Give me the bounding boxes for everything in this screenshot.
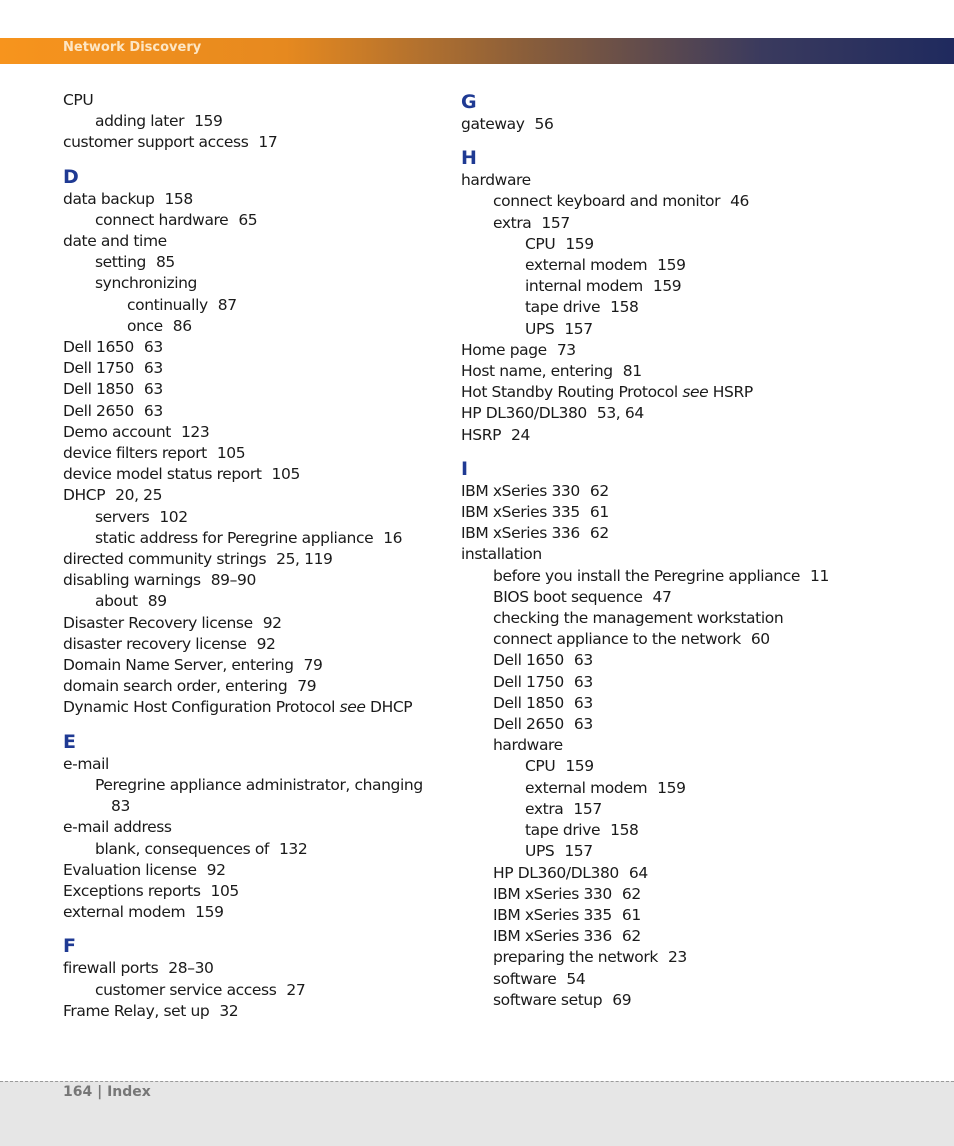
index-entry: preparing the network 23 (493, 948, 687, 967)
index-entry: Disaster Recovery license 92 (63, 613, 282, 632)
running-header: Network Discovery (63, 40, 202, 55)
index-entry: Home page 73 (461, 340, 576, 359)
index-entry: IBM xSeries 335 61 (493, 905, 641, 924)
index-entry: synchronizing (95, 274, 197, 293)
index-entry: CPU 159 (525, 234, 594, 253)
index-entry: CPU (63, 91, 94, 109)
index-entry: DHCP 20, 25 (63, 486, 163, 505)
index-entry: blank, consequences of 132 (95, 839, 308, 858)
index-entry: directed community strings 25, 119 (63, 550, 333, 569)
index-entry: extra 157 (525, 799, 602, 818)
index-entry: Exceptions reports 105 (63, 881, 239, 900)
index-entry: customer service access 27 (95, 980, 306, 999)
index-entry: once 86 (127, 316, 192, 335)
index-entry: CPU 159 (525, 757, 594, 776)
index-entry: Peregrine appliance administrator, changing 83 (95, 775, 423, 816)
index-entry: tape drive 158 (525, 298, 639, 317)
index-entry: customer support access 17 (63, 133, 278, 152)
index-entry: setting 85 (95, 253, 175, 272)
index-entry: Evaluation license 92 (63, 860, 226, 879)
section-letter-f: F (63, 935, 76, 958)
index-entry: disaster recovery license 92 (63, 634, 276, 653)
index-entry: firewall ports 28–30 (63, 959, 214, 978)
page-number-label: 164 | Index (63, 1084, 151, 1100)
index-entry: software 54 (493, 969, 586, 988)
index-entry: about 89 (95, 592, 167, 611)
index-entry: device model status report 105 (63, 465, 300, 484)
index-entry: IBM xSeries 336 62 (461, 524, 609, 543)
index-entry: continually 87 (127, 295, 237, 314)
index-entry: UPS 157 (525, 842, 593, 861)
index-entry: Hot Standby Routing Protocol see HSRP (461, 383, 753, 402)
index-entry: gateway 56 (461, 115, 554, 133)
index-entry: connect keyboard and monitor 46 (493, 192, 750, 211)
index-entry: Host name, entering 81 (461, 362, 642, 381)
index-entry: date and time (63, 232, 167, 251)
index-entry: external modem 159 (525, 778, 686, 797)
index-entry: BIOS boot sequence 47 (493, 587, 672, 606)
index-entry: Demo account 123 (63, 422, 210, 441)
section-letter-d: D (63, 165, 79, 188)
section-letter-h: H (461, 147, 477, 170)
section-letter-i: I (461, 457, 469, 480)
index-entry: HSRP 24 (461, 425, 530, 444)
index-entry: e-mail (63, 754, 109, 773)
index-entry: hardware (461, 171, 531, 190)
index-entry: Dell 1850 63 (493, 693, 593, 712)
index-entry: Dell 1650 63 (493, 651, 593, 670)
index-entry: HP DL360/DL380 53, 64 (461, 404, 644, 423)
index-entry: IBM xSeries 330 62 (493, 884, 641, 903)
index-entry: Dell 1750 63 (63, 359, 163, 378)
index-entry: external modem 159 (63, 903, 224, 922)
index-entry: UPS 157 (525, 319, 593, 338)
index-entry: disabling warnings 89–90 (63, 571, 256, 590)
index-entry: internal modem 159 (525, 277, 682, 296)
index-entry: installation (461, 545, 542, 564)
index-entry: Dell 1650 63 (63, 338, 163, 357)
index-entry: IBM xSeries 335 61 (461, 503, 609, 522)
index-entry: Dell 2650 63 (493, 715, 593, 734)
index-entry: IBM xSeries 330 62 (461, 481, 609, 500)
index-entry: connect hardware 65 (95, 210, 258, 229)
section-letter-e: E (63, 730, 76, 753)
index-entry: servers 102 (95, 507, 188, 526)
index-entry: hardware (493, 736, 563, 755)
index-entry: HP DL360/DL380 64 (493, 863, 648, 882)
index-entry: Dell 1750 63 (493, 672, 593, 691)
index-entry: before you install the Peregrine appliance 11 (493, 566, 829, 585)
index-entry: Frame Relay, set up 32 (63, 1001, 239, 1020)
index-column-right (461, 90, 931, 1011)
section-letter-g: G (461, 91, 477, 113)
index-entry: IBM xSeries 336 62 (493, 927, 641, 946)
index-entry: Dynamic Host Configuration Protocol see DHCP (63, 698, 413, 717)
index-entry: adding later 159 (95, 112, 223, 131)
index-entry: software setup 69 (493, 990, 632, 1009)
index-entry: connect appliance to the network 60 (493, 630, 770, 649)
index-entry: checking the management workstation (493, 609, 784, 628)
index-entry: tape drive 158 (525, 821, 639, 840)
index-entry: domain search order, entering 79 (63, 677, 317, 696)
index-entry: static address for Peregrine appliance 16 (95, 528, 403, 547)
index-entry: extra 157 (493, 213, 570, 232)
index-entry: Dell 1850 63 (63, 380, 163, 399)
index-entry: device filters report 105 (63, 444, 246, 463)
index-entry: Domain Name Server, entering 79 (63, 656, 323, 675)
index-entry: data backup 158 (63, 189, 193, 208)
index-entry: external modem 159 (525, 256, 686, 275)
index-column-left (63, 90, 443, 1022)
index-entry: e-mail address (63, 818, 172, 837)
index-entry: Dell 2650 63 (63, 401, 163, 420)
